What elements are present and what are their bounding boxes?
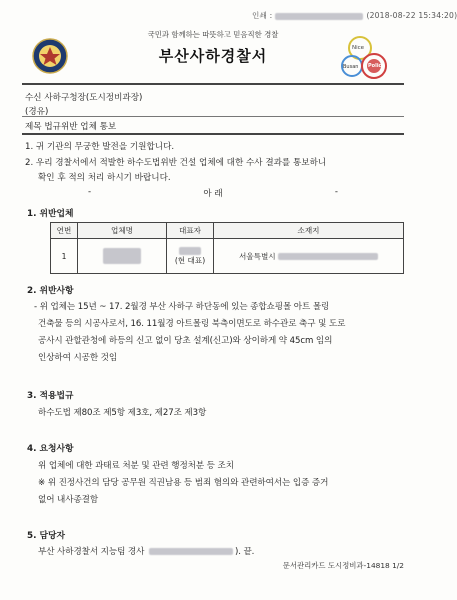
section-4-heading: 4. 요청사항 — [27, 444, 74, 454]
request-line-3: 없어 내사종결함 — [38, 495, 99, 505]
recipient-line: 수신 사하구청장(도시정비과장) — [25, 93, 143, 103]
applicable-law: 하수도법 제80조 제5항 제3호, 제27조 제3항 — [38, 408, 207, 418]
table-cell-address — [214, 239, 404, 274]
table-cell-rep — [167, 239, 214, 274]
title-rule — [22, 83, 404, 85]
violation-line-3: 공사시 관할관청에 하등의 신고 없이 당초 설계(신고)와 상이하게 약 45cm 임의 — [38, 336, 333, 346]
table-header-rep: 대표자 — [167, 223, 214, 239]
violation-line-1: - 위 업체는 15년 ~ 17. 2월경 부산 사하구 하단동에 있는 종합쇼핑몰 아트 몰링 — [34, 302, 330, 312]
request-line-2: ※ 위 진정사건의 담당 공무원 직권남용 등 범죄 혐의와 관련하여서는 입증 증거 — [38, 478, 329, 488]
section-5-heading: 5. 담당자 — [27, 531, 66, 541]
header-rule-2 — [22, 133, 404, 135]
violator-table — [50, 222, 404, 274]
request-line-1: 위 업체에 대한 과태료 처분 및 관련 행정처분 등 조치 — [38, 461, 234, 471]
logo-text-top: Nice — [352, 45, 365, 51]
address-prefix: 서울특별시 — [238, 251, 276, 261]
intro-line-2: 2. 우리 경찰서에서 적발한 하수도법위반 건설 업체에 대한 수사 결과를 통보하니 — [25, 158, 327, 168]
section-2-heading: 2. 위반사항 — [27, 286, 74, 296]
redacted-officer — [149, 548, 233, 555]
table-row — [51, 239, 404, 274]
slogan: 국민과 함께하는 따뜻하고 믿음직한 경찰 — [147, 30, 279, 39]
table-header-no: 연번 — [51, 223, 78, 239]
officer-prefix: 부산 사하경찰서 지능팀 경사 — [38, 547, 145, 557]
busan-police-logo-icon — [340, 34, 392, 82]
via-line: (경유) — [25, 107, 49, 117]
redacted-company — [103, 248, 141, 264]
violation-line-2: 건축물 등의 시공사로서, 16. 11월경 아트몰링 북측이면도로 하수관로 축구 및 도로 — [38, 319, 346, 329]
table-header-address: 소재지 — [214, 223, 404, 239]
print-timestamp: (2018-08-22 15:34:20) — [366, 11, 457, 20]
header-rule-1 — [22, 116, 404, 117]
redacted-address — [278, 253, 378, 260]
redacted-printer — [275, 13, 363, 20]
print-label: 인쇄 : — [252, 11, 273, 20]
logo-text-middle: Busan — [343, 64, 359, 70]
violation-line-4: 인상하여 시공한 것임 — [38, 353, 118, 363]
document-footer: 문서관리카드 도시정비과-14818 1/2 — [282, 561, 404, 570]
below-label: 아 래 — [203, 189, 223, 199]
section-1-heading: 1. 위반업체 — [27, 209, 74, 219]
officer-suffix: ). 끝. — [234, 547, 255, 557]
officer-line — [38, 545, 254, 557]
table-header-company: 업체명 — [78, 223, 167, 239]
table-header-row — [51, 223, 404, 239]
print-stamp — [252, 10, 457, 21]
redacted-rep-name — [179, 247, 201, 255]
intro-line-3: 확인 후 적의 처리 하시기 바랍니다. — [38, 173, 171, 183]
rep-note: (현 대표) — [174, 256, 206, 265]
intro-line-1: 1. 귀 기관의 무궁한 발전을 기원합니다. — [25, 142, 175, 152]
table-cell-no: 1 — [51, 239, 78, 274]
logo-text-bottom: Police — [368, 63, 385, 69]
subject-line: 제목 법규위반 업체 통보 — [25, 122, 117, 132]
document-title: 부산사하경찰서 — [158, 47, 268, 65]
section-3-heading: 3. 적용법규 — [27, 391, 74, 401]
table-cell-company — [78, 239, 167, 274]
